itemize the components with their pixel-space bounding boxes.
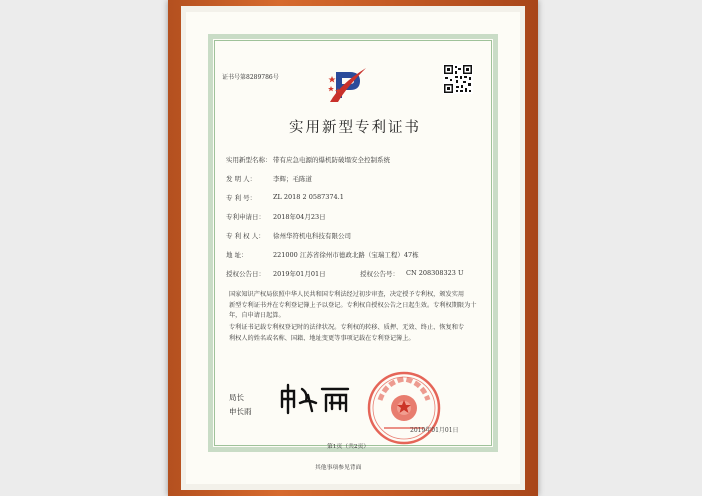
footer-note: 其他事项参见背面	[315, 465, 362, 471]
legal-paragraph-1-line: 新型专利证书并在专利登记簿上予以登记。专利权自授权公告之日起生效。专利权期限为十	[229, 301, 477, 309]
legal-paragraph-2-line: 利权人的姓名或名称、国籍、地址变更等事项记载在专利登记簿上。	[229, 334, 415, 342]
patent-office-logo	[326, 62, 370, 106]
inventor-label: 发 明 人：	[226, 175, 257, 183]
director-title: 局长	[229, 393, 244, 402]
page-indicator: 第1页（共2页）	[327, 444, 370, 450]
filing-date-value: 2018年04月23日	[273, 213, 326, 221]
address-value: 221000 江苏省徐州市德政北路（宝瑞工程）47栋	[273, 251, 419, 259]
patentee-value: 徐州华符机电科技有限公司	[273, 232, 351, 240]
utility-model-name-label: 实用新型名称：	[226, 156, 272, 164]
inventor-value: 李辉；毛陈道	[273, 175, 312, 183]
certificate-title: 实用新型专利证书	[289, 120, 421, 136]
grant-date-value: 2019年01月01日	[273, 270, 326, 278]
legal-paragraph-2	[229, 323, 464, 344]
filing-date-label: 专利申请日：	[226, 213, 265, 221]
utility-model-name-value: 带有应急电源的爆机防破塌安全控制系统	[273, 156, 390, 164]
legal-paragraph-1	[229, 290, 477, 322]
patent-number-value: ZL 2018 2 0587374.1	[273, 193, 344, 201]
grant-date-label: 授权公告日：	[226, 270, 265, 278]
patent-number-label: 专 利 号：	[226, 194, 257, 202]
qr-code-icon	[443, 64, 473, 94]
seal-date: 2019年01月01日	[410, 427, 459, 434]
director-signature	[278, 383, 352, 415]
legal-paragraph-1-line: 国家知识产权局依照中华人民共和国专利法经过初步审查，决定授予专利权，颁发实用	[229, 291, 465, 298]
patentee-label: 专 利 权 人：	[226, 232, 265, 240]
grant-number-label: 授权公告号：	[360, 270, 399, 278]
legal-paragraph-1-line: 年，自申请日起算。	[229, 312, 285, 320]
director-name: 申长雨	[229, 407, 252, 416]
official-seal	[366, 370, 442, 446]
legal-paragraph-2-line: 专利证书记载专利权登记时的法律状况。专利权的转移、质押、无效、终止、恢复和专	[229, 324, 465, 331]
certificate-number: 证书号第8289786号	[222, 74, 279, 81]
grant-number-value: CN 208308323 U	[406, 269, 464, 277]
address-label: 地 址：	[226, 251, 248, 259]
